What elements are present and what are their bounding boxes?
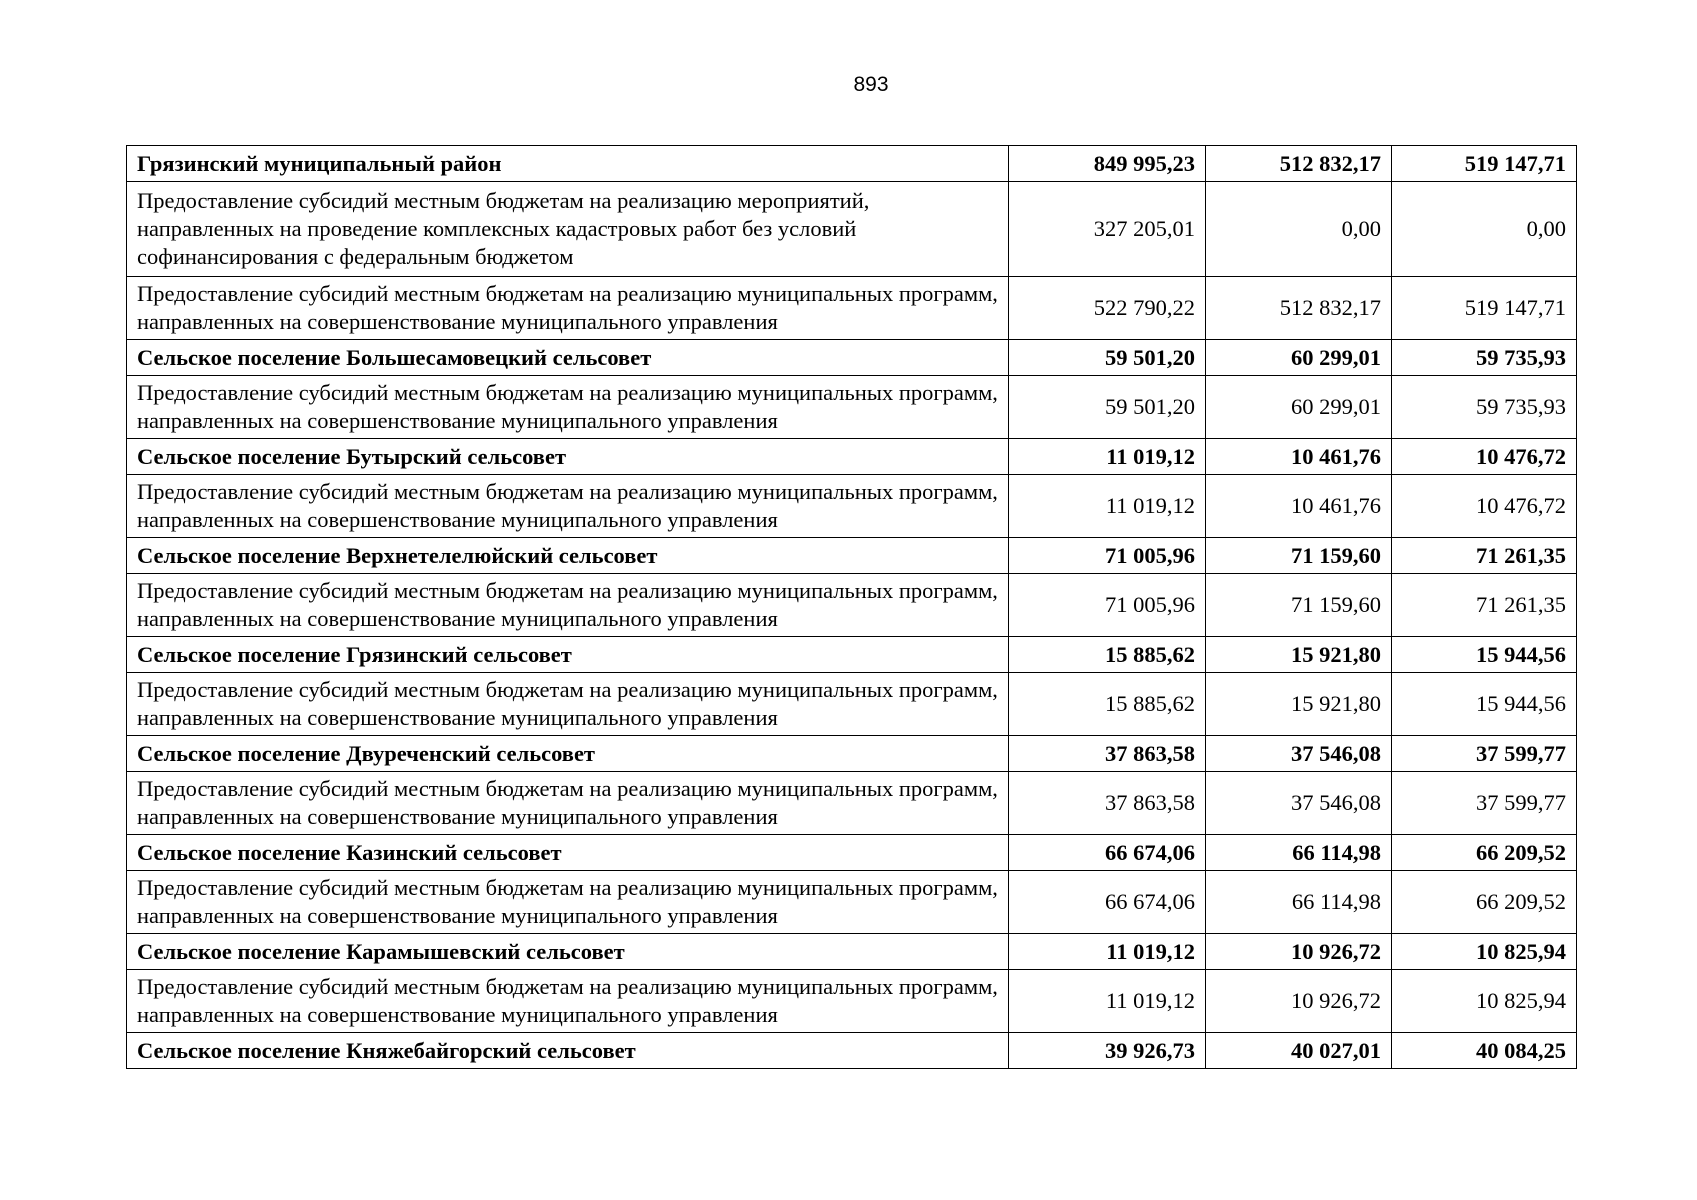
row-value-1: 11 019,12: [1009, 934, 1206, 970]
row-value-2: 512 832,17: [1206, 146, 1392, 182]
row-name: Сельское поселение Княжебайгорский сельсовет: [127, 1033, 1009, 1069]
table-row: [127, 1033, 1577, 1069]
row-name: Предоставление субсидий местным бюджетам на реализацию муниципальных программ, направленных на совершенствование муниципального управления: [127, 475, 1009, 538]
row-value-1: 59 501,20: [1009, 340, 1206, 376]
table-row: [127, 772, 1577, 835]
row-value-1: 66 674,06: [1009, 871, 1206, 934]
row-value-3: 519 147,71: [1392, 146, 1577, 182]
row-value-2: 15 921,80: [1206, 637, 1392, 673]
row-name: Сельское поселение Карамышевский сельсовет: [127, 934, 1009, 970]
row-value-3: 37 599,77: [1392, 736, 1577, 772]
table-row: [127, 871, 1577, 934]
table-row: [127, 538, 1577, 574]
row-value-3: 71 261,35: [1392, 538, 1577, 574]
row-value-1: 39 926,73: [1009, 1033, 1206, 1069]
row-value-1: 71 005,96: [1009, 574, 1206, 637]
table-row: [127, 970, 1577, 1033]
row-value-2: 10 461,76: [1206, 439, 1392, 475]
table-row: [127, 475, 1577, 538]
row-value-2: 66 114,98: [1206, 871, 1392, 934]
row-value-1: 66 674,06: [1009, 835, 1206, 871]
table-row: [127, 146, 1577, 182]
row-value-1: 11 019,12: [1009, 970, 1206, 1033]
row-name: Предоставление субсидий местным бюджетам на реализацию муниципальных программ, направленных на совершенствование муниципального управления: [127, 673, 1009, 736]
row-value-3: 10 825,94: [1392, 934, 1577, 970]
row-value-2: 71 159,60: [1206, 538, 1392, 574]
row-name: Сельское поселение Грязинский сельсовет: [127, 637, 1009, 673]
row-value-1: 37 863,58: [1009, 772, 1206, 835]
table-row: [127, 574, 1577, 637]
row-value-2: 37 546,08: [1206, 736, 1392, 772]
row-value-1: 37 863,58: [1009, 736, 1206, 772]
row-name: Грязинский муниципальный район: [127, 146, 1009, 182]
row-name: Сельское поселение Большесамовецкий сельсовет: [127, 340, 1009, 376]
row-value-1: 15 885,62: [1009, 637, 1206, 673]
row-value-3: 37 599,77: [1392, 772, 1577, 835]
row-value-2: 512 832,17: [1206, 277, 1392, 340]
row-value-2: 10 926,72: [1206, 970, 1392, 1033]
row-value-1: 522 790,22: [1009, 277, 1206, 340]
table-row: [127, 182, 1577, 277]
row-value-1: 59 501,20: [1009, 376, 1206, 439]
row-value-1: 327 205,01: [1009, 182, 1206, 277]
row-name: Сельское поселение Верхнетелелюйский сельсовет: [127, 538, 1009, 574]
row-value-2: 0,00: [1206, 182, 1392, 277]
row-value-2: 60 299,01: [1206, 376, 1392, 439]
row-name: Предоставление субсидий местным бюджетам на реализацию муниципальных программ, направленных на совершенствование муниципального управления: [127, 277, 1009, 340]
row-value-1: 15 885,62: [1009, 673, 1206, 736]
row-value-3: 15 944,56: [1392, 673, 1577, 736]
row-value-3: 10 825,94: [1392, 970, 1577, 1033]
row-name: Предоставление субсидий местным бюджетам на реализацию муниципальных программ, направленных на совершенствование муниципального управления: [127, 970, 1009, 1033]
table-row: [127, 340, 1577, 376]
row-value-3: 15 944,56: [1392, 637, 1577, 673]
table-row: [127, 736, 1577, 772]
table-row: [127, 673, 1577, 736]
row-name: Предоставление субсидий местным бюджетам на реализацию мероприятий, направленных на проведение комплексных кадастровых работ без условий софинансирования с федеральным бюджетом: [127, 182, 1009, 277]
row-value-3: 40 084,25: [1392, 1033, 1577, 1069]
row-name: Предоставление субсидий местным бюджетам на реализацию муниципальных программ, направленных на совершенствование муниципального управления: [127, 376, 1009, 439]
row-name: Сельское поселение Казинский сельсовет: [127, 835, 1009, 871]
row-value-1: 11 019,12: [1009, 475, 1206, 538]
table-row: [127, 835, 1577, 871]
row-value-3: 0,00: [1392, 182, 1577, 277]
row-value-3: 71 261,35: [1392, 574, 1577, 637]
row-name: Сельское поселение Бутырский сельсовет: [127, 439, 1009, 475]
row-value-2: 60 299,01: [1206, 340, 1392, 376]
row-name: Предоставление субсидий местным бюджетам на реализацию муниципальных программ, направленных на совершенствование муниципального управления: [127, 871, 1009, 934]
row-value-3: 59 735,93: [1392, 340, 1577, 376]
row-value-3: 66 209,52: [1392, 835, 1577, 871]
row-value-3: 59 735,93: [1392, 376, 1577, 439]
row-value-2: 37 546,08: [1206, 772, 1392, 835]
row-value-2: 15 921,80: [1206, 673, 1392, 736]
table-row: [127, 277, 1577, 340]
page-number: 893: [853, 73, 889, 96]
table-row: [127, 439, 1577, 475]
row-value-1: 71 005,96: [1009, 538, 1206, 574]
row-value-1: 849 995,23: [1009, 146, 1206, 182]
row-value-2: 10 461,76: [1206, 475, 1392, 538]
row-value-3: 10 476,72: [1392, 475, 1577, 538]
row-value-3: 10 476,72: [1392, 439, 1577, 475]
budget-table: [126, 145, 1577, 1069]
row-value-3: 519 147,71: [1392, 277, 1577, 340]
table-row: [127, 637, 1577, 673]
row-value-2: 40 027,01: [1206, 1033, 1392, 1069]
table-row: [127, 376, 1577, 439]
row-value-1: 11 019,12: [1009, 439, 1206, 475]
row-value-3: 66 209,52: [1392, 871, 1577, 934]
row-value-2: 66 114,98: [1206, 835, 1392, 871]
row-name: Предоставление субсидий местным бюджетам на реализацию муниципальных программ, направленных на совершенствование муниципального управления: [127, 772, 1009, 835]
row-name: Предоставление субсидий местным бюджетам на реализацию муниципальных программ, направленных на совершенствование муниципального управления: [127, 574, 1009, 637]
table-row: [127, 934, 1577, 970]
row-value-2: 10 926,72: [1206, 934, 1392, 970]
row-name: Сельское поселение Двуреченский сельсовет: [127, 736, 1009, 772]
row-value-2: 71 159,60: [1206, 574, 1392, 637]
